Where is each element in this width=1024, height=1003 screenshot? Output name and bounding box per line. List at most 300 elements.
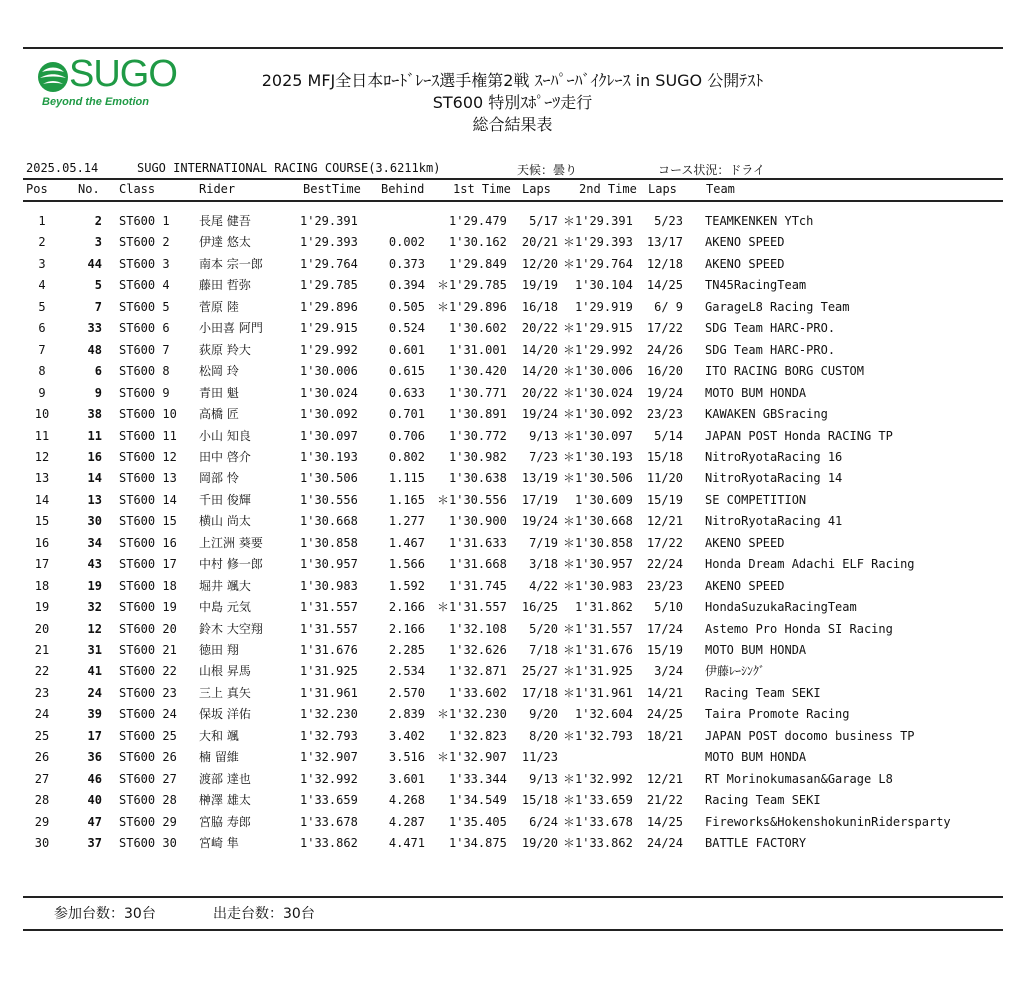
first-laps-cell: 14/20 [521, 364, 558, 379]
rider-name-cell: 青田 魁 [199, 385, 239, 400]
class-cell: ST600 20 [119, 621, 177, 636]
class-cell: ST600 25 [119, 728, 177, 743]
bike-number-cell: 38 [87, 407, 102, 422]
bike-number-cell: 17 [87, 728, 102, 743]
best-mark-1st: ＊ [437, 600, 450, 615]
rider-name-cell: 宮脇 寿郎 [199, 814, 251, 829]
second-laps-cell: 23/23 [646, 407, 683, 422]
rider-name-cell: 荻原 羚大 [199, 342, 251, 357]
first-time-cell: 1'29.896 [449, 299, 507, 314]
bike-number-cell: 30 [87, 514, 102, 529]
class-cell: ST600 11 [119, 428, 177, 443]
best-time-cell: 1'31.961 [300, 685, 358, 700]
second-time-cell: 1'29.764 [575, 256, 633, 271]
class-cell: ST600 9 [119, 385, 170, 400]
behind-cell: 2.166 [388, 600, 425, 615]
first-time-cell: 1'33.602 [449, 685, 507, 700]
position-cell: 21 [34, 643, 50, 657]
class-cell: ST600 22 [119, 664, 177, 679]
team-cell: ITO RACING BORG CUSTOM [705, 364, 864, 379]
team-cell: NitroRyotaRacing 14 [705, 471, 843, 486]
first-laps-cell: 3/18 [529, 557, 558, 572]
course-name: SUGO INTERNATIONAL RACING COURSE(3.6211km) [137, 161, 441, 175]
second-time-cell: 1'30.858 [575, 535, 633, 550]
table-row [0, 340, 1024, 361]
class-cell: ST600 18 [119, 578, 177, 593]
best-time-cell: 1'30.858 [300, 535, 358, 550]
class-cell: ST600 27 [119, 771, 177, 786]
date: 2025.05.14 [26, 161, 99, 175]
first-time-cell: 1'31.633 [449, 535, 507, 550]
first-time-cell: 1'29.849 [449, 256, 507, 271]
best-mark-2nd: ＊ [563, 214, 576, 228]
first-laps-cell: 8/20 [529, 728, 558, 743]
first-laps-cell: 19/24 [521, 514, 558, 529]
table-row [0, 790, 1024, 811]
class-cell: ST600 14 [119, 492, 177, 507]
col-header-1st-time: 1st Time [453, 182, 511, 196]
behind-cell: 4.471 [388, 836, 425, 851]
second-laps-cell: 16/20 [646, 364, 683, 379]
first-laps-cell: 19/24 [521, 407, 558, 422]
team-cell: TEAMKENKEN YTch [705, 214, 814, 228]
second-laps-cell: 23/23 [646, 578, 683, 593]
rider-name-cell: 岡部 怜 [199, 471, 239, 486]
team-cell: RT Morinokumasan&Garage L8 [705, 771, 893, 786]
best-mark-2nd: ＊ [563, 321, 576, 336]
class-cell: ST600 19 [119, 600, 177, 615]
position-cell: 6 [38, 321, 46, 336]
first-laps-cell: 6/24 [529, 814, 558, 829]
second-time-cell: 1'30.506 [575, 471, 633, 486]
first-laps-cell: 17/18 [521, 685, 558, 700]
second-time-cell: 1'32.992 [575, 771, 633, 786]
best-time-cell: 1'29.391 [300, 214, 358, 228]
title-line-2: ST600 特別ｽﾎﾟｰﾂ走行 [432, 93, 593, 112]
team-cell: AKENO SPEED [705, 235, 785, 250]
bike-number-cell: 24 [87, 685, 102, 700]
second-time-cell: 1'33.862 [575, 836, 633, 851]
team-cell: Honda Dream Adachi ELF Racing [705, 557, 915, 572]
track-condition: コース状況：ドライ [658, 163, 766, 177]
position-cell: 28 [34, 793, 50, 808]
second-laps-cell: 5/10 [654, 600, 683, 615]
class-cell: ST600 30 [119, 836, 177, 851]
best-time-cell: 1'32.992 [300, 771, 358, 786]
table-row [0, 661, 1024, 682]
table-row [0, 275, 1024, 296]
second-laps-cell: 12/21 [646, 771, 683, 786]
second-time-cell: 1'33.678 [575, 814, 633, 829]
first-time-cell: 1'30.900 [449, 514, 507, 529]
team-cell: Racing Team SEKI [705, 685, 821, 700]
second-time-cell: 1'30.092 [575, 407, 633, 422]
team-cell: AKENO SPEED [705, 578, 785, 593]
first-time-cell: 1'30.771 [449, 385, 507, 400]
position-cell: 10 [34, 407, 50, 422]
first-time-cell: 1'31.668 [449, 557, 507, 572]
bike-number-cell: 41 [87, 664, 102, 679]
second-time-cell: 1'29.992 [575, 342, 633, 357]
class-cell: ST600 12 [119, 449, 177, 464]
class-cell: ST600 4 [119, 278, 170, 293]
footer-rule-top [23, 896, 1003, 898]
team-cell: HondaSuzukaRacingTeam [705, 600, 857, 615]
bike-number-cell: 12 [87, 621, 102, 636]
class-cell: ST600 13 [119, 471, 177, 486]
position-cell: 15 [34, 514, 50, 529]
bike-number-cell: 33 [87, 321, 102, 336]
best-time-cell: 1'29.785 [300, 278, 358, 293]
rider-name-cell: 堀井 颯大 [199, 578, 251, 593]
second-time-cell: 1'31.925 [575, 664, 633, 679]
bike-number-cell: 37 [87, 836, 102, 851]
position-cell: 27 [34, 771, 50, 786]
best-mark-2nd: ＊ [563, 235, 576, 250]
second-laps-cell: 17/22 [646, 321, 683, 336]
sugo-logo [36, 53, 177, 110]
second-time-cell: 1'33.659 [575, 793, 633, 808]
weather: 天候：曇り [517, 163, 578, 177]
class-cell: ST600 6 [119, 321, 170, 336]
best-mark-2nd: ＊ [563, 407, 576, 422]
bike-number-cell: 40 [87, 793, 102, 808]
first-time-cell: 1'30.982 [449, 449, 507, 464]
first-laps-cell: 7/19 [529, 535, 558, 550]
first-laps-cell: 14/20 [521, 342, 558, 357]
behind-cell: 3.601 [388, 771, 425, 786]
team-cell: Astemo Pro Honda SI Racing [705, 621, 893, 636]
position-cell: 16 [34, 535, 50, 550]
rider-name-cell: 伊達 悠太 [199, 235, 251, 250]
bike-number-cell: 32 [87, 600, 102, 615]
second-time-cell: 1'31.557 [575, 621, 633, 636]
best-mark-2nd: ＊ [563, 814, 576, 829]
second-laps-cell: 17/24 [646, 621, 683, 636]
first-laps-cell: 5/17 [529, 214, 558, 228]
behind-cell: 2.534 [388, 664, 425, 679]
best-time-cell: 1'29.992 [300, 342, 358, 357]
first-time-cell: 1'34.875 [449, 836, 507, 851]
best-time-cell: 1'32.907 [300, 750, 358, 765]
second-time-cell: 1'30.104 [575, 278, 633, 293]
team-cell: NitroRyotaRacing 16 [705, 449, 843, 464]
position-cell: 8 [38, 364, 46, 379]
first-laps-cell: 16/18 [521, 299, 558, 314]
bike-number-cell: 19 [87, 578, 102, 593]
behind-cell: 1.277 [388, 514, 425, 529]
first-time-cell: 1'31.001 [449, 342, 507, 357]
team-cell: Taira Promote Racing [705, 707, 850, 722]
first-laps-cell: 25/27 [521, 664, 558, 679]
best-time-cell: 1'30.193 [300, 449, 358, 464]
rider-name-cell: 三上 真矢 [199, 685, 251, 700]
class-cell: ST600 28 [119, 793, 177, 808]
first-time-cell: 1'32.230 [449, 707, 507, 722]
best-mark-2nd: ＊ [563, 514, 576, 529]
rider-name-cell: 上江洲 葵要 [199, 535, 263, 550]
second-laps-cell: 13/17 [646, 235, 683, 250]
col-header-1st-laps: Laps [522, 182, 551, 196]
second-laps-cell: 5/14 [654, 428, 683, 443]
first-time-cell: 1'30.162 [449, 235, 507, 250]
table-row [0, 426, 1024, 447]
behind-cell: 0.633 [388, 385, 425, 400]
best-time-cell: 1'30.506 [300, 471, 358, 486]
best-time-cell: 1'33.678 [300, 814, 358, 829]
behind-cell: 2.839 [388, 707, 425, 722]
rider-name-cell: 長尾 健吾 [199, 214, 251, 228]
second-laps-cell: 24/26 [646, 342, 683, 357]
logo-tagline: Beyond the Emotion [42, 96, 149, 108]
class-cell: ST600 5 [119, 299, 170, 314]
second-laps-cell: 15/19 [646, 643, 683, 657]
first-laps-cell: 5/20 [529, 621, 558, 636]
best-time-cell: 1'33.862 [300, 836, 358, 851]
rider-name-cell: 小田喜 阿門 [199, 321, 263, 336]
behind-cell: 4.287 [388, 814, 425, 829]
first-time-cell: 1'32.626 [449, 643, 507, 657]
first-laps-cell: 7/18 [529, 643, 558, 657]
second-laps-cell: 24/24 [646, 836, 683, 851]
col-header-class: Class [119, 182, 156, 196]
table-row [0, 447, 1024, 468]
second-laps-cell: 17/22 [646, 535, 683, 550]
team-cell: SE COMPETITION [705, 492, 807, 507]
second-laps-cell: 19/24 [646, 385, 683, 400]
col-header-no: No. [78, 182, 100, 196]
best-time-cell: 1'29.393 [300, 235, 358, 250]
second-time-cell: 1'29.391 [575, 214, 633, 228]
team-cell: MOTO BUM HONDA [705, 750, 807, 765]
col-header-pos: Pos [26, 182, 48, 196]
first-time-cell: 1'35.405 [449, 814, 507, 829]
first-time-cell: 1'31.745 [449, 578, 507, 593]
best-time-cell: 1'29.915 [300, 321, 358, 336]
best-time-cell: 1'29.896 [300, 299, 358, 314]
team-cell: GarageL8 Racing Team [705, 299, 850, 314]
second-laps-cell: 22/24 [646, 557, 683, 572]
class-cell: ST600 10 [119, 407, 177, 422]
best-time-cell: 1'31.557 [300, 600, 358, 615]
behind-cell: 0.524 [388, 321, 425, 336]
second-laps-cell: 18/21 [646, 728, 683, 743]
best-mark-2nd: ＊ [563, 428, 576, 443]
col-header-2nd-time: 2nd Time [579, 182, 637, 196]
rider-name-cell: 保坂 洋佑 [199, 707, 251, 722]
behind-cell: 2.166 [388, 621, 425, 636]
bike-number-cell: 7 [94, 299, 102, 314]
table-row [0, 704, 1024, 725]
position-cell: 7 [38, 342, 46, 357]
team-cell: JAPAN POST docomo business TP [705, 728, 915, 743]
first-time-cell: 1'32.108 [449, 621, 507, 636]
col-header-rider: Rider [199, 182, 236, 196]
position-cell: 23 [34, 685, 50, 700]
table-row [0, 361, 1024, 382]
first-time-cell: 1'29.785 [449, 278, 507, 293]
first-laps-cell: 15/18 [521, 793, 558, 808]
first-laps-cell: 13/19 [521, 471, 558, 486]
second-time-cell: 1'30.668 [575, 514, 633, 529]
bike-number-cell: 9 [94, 385, 102, 400]
team-cell: AKENO SPEED [705, 256, 785, 271]
second-time-cell: 1'29.915 [575, 321, 633, 336]
table-row [0, 640, 1024, 661]
best-time-cell: 1'32.230 [300, 707, 358, 722]
rider-name-cell: 徳田 翔 [199, 643, 239, 657]
first-laps-cell: 19/20 [521, 836, 558, 851]
behind-cell: 0.394 [388, 278, 425, 293]
second-laps-cell: 3/24 [654, 664, 683, 679]
table-row [0, 554, 1024, 575]
class-cell: ST600 2 [119, 235, 170, 250]
first-laps-cell: 19/19 [521, 278, 558, 293]
position-cell: 18 [34, 578, 50, 593]
header-rule-bottom [23, 200, 1003, 202]
second-laps-cell: 14/21 [646, 685, 683, 700]
best-mark-2nd: ＊ [563, 557, 576, 572]
table-row [0, 211, 1024, 232]
best-time-cell: 1'29.764 [300, 256, 358, 271]
second-time-cell: 1'30.609 [575, 492, 633, 507]
bike-number-cell: 31 [87, 643, 102, 657]
first-time-cell: 1'33.344 [449, 771, 507, 786]
best-mark-2nd: ＊ [563, 836, 576, 851]
best-mark-2nd: ＊ [563, 256, 576, 271]
first-time-cell: 1'30.602 [449, 321, 507, 336]
starters-count: 出走台数：30台 [213, 906, 315, 922]
team-cell: NitroRyotaRacing 41 [705, 514, 843, 529]
bike-number-cell: 3 [94, 235, 102, 250]
best-mark-1st: ＊ [437, 492, 450, 507]
best-time-cell: 1'30.092 [300, 407, 358, 422]
class-cell: ST600 7 [119, 342, 170, 357]
position-cell: 30 [34, 836, 50, 851]
best-mark-2nd: ＊ [563, 578, 576, 593]
second-laps-cell: 15/18 [646, 449, 683, 464]
rider-name-cell: 高橋 匠 [199, 407, 239, 422]
team-cell: Racing Team SEKI [705, 793, 821, 808]
team-cell: MOTO BUM HONDA [705, 385, 807, 400]
team-cell: KAWAKEN GBSracing [705, 407, 828, 422]
class-cell: ST600 17 [119, 557, 177, 572]
position-cell: 5 [38, 299, 46, 314]
table-row [0, 404, 1024, 425]
first-laps-cell: 9/13 [529, 771, 558, 786]
second-laps-cell: 12/21 [646, 514, 683, 529]
best-mark-2nd: ＊ [563, 793, 576, 808]
table-row [0, 619, 1024, 640]
first-time-cell: 1'29.479 [449, 214, 507, 228]
position-cell: 2 [38, 235, 46, 250]
table-row [0, 812, 1024, 833]
first-laps-cell: 9/13 [529, 428, 558, 443]
behind-cell: 0.615 [388, 364, 425, 379]
second-time-cell: 1'32.793 [575, 728, 633, 743]
col-header-best: BestTime [303, 182, 361, 196]
second-time-cell: 1'31.961 [575, 685, 633, 700]
table-row [0, 576, 1024, 597]
rider-name-cell: 山根 昇馬 [199, 664, 251, 679]
table-row [0, 297, 1024, 318]
behind-cell: 0.706 [388, 428, 425, 443]
title-line-1: 2025 MFJ全日本ﾛｰﾄﾞﾚｰｽ選手権第2戦 ｽｰﾊﾟｰﾊﾞｲｸﾚｰｽ in SUGO 公開ﾃｽﾄ [261, 71, 764, 90]
rider-name-cell: 大和 颯 [199, 728, 239, 743]
table-row [0, 747, 1024, 768]
second-laps-cell: 14/25 [646, 814, 683, 829]
best-mark-2nd: ＊ [563, 664, 576, 679]
best-time-cell: 1'31.925 [300, 664, 358, 679]
bike-number-cell: 43 [87, 557, 102, 572]
first-laps-cell: 7/23 [529, 449, 558, 464]
best-time-cell: 1'33.659 [300, 793, 358, 808]
best-time-cell: 1'30.006 [300, 364, 358, 379]
first-time-cell: 1'34.549 [449, 793, 507, 808]
second-laps-cell: 24/25 [646, 707, 683, 722]
behind-cell: 2.570 [388, 685, 425, 700]
position-cell: 19 [34, 600, 50, 615]
second-laps-cell: 14/25 [646, 278, 683, 293]
position-cell: 1 [38, 214, 46, 228]
rider-name-cell: 南本 宗一郎 [199, 256, 263, 271]
rider-name-cell: 横山 尚太 [199, 514, 251, 529]
behind-cell: 0.002 [388, 235, 425, 250]
first-laps-cell: 20/21 [521, 235, 558, 250]
class-cell: ST600 3 [119, 256, 170, 271]
behind-cell: 1.467 [388, 535, 425, 550]
rider-name-cell: 榊澤 雄太 [199, 793, 251, 808]
best-mark-1st: ＊ [437, 707, 450, 722]
rider-name-cell: 藤田 哲弥 [199, 278, 251, 293]
behind-cell: 0.701 [388, 407, 425, 422]
first-time-cell: 1'32.823 [449, 728, 507, 743]
col-header-team: Team [706, 182, 735, 196]
table-row [0, 511, 1024, 532]
behind-cell: 1.566 [388, 557, 425, 572]
behind-cell: 1.165 [388, 492, 425, 507]
best-mark-2nd: ＊ [563, 342, 576, 357]
class-cell: ST600 15 [119, 514, 177, 529]
rider-name-cell: 中島 元気 [199, 600, 251, 615]
bike-number-cell: 6 [94, 364, 102, 379]
position-cell: 13 [34, 471, 50, 486]
rider-name-cell: 菅原 陸 [199, 299, 239, 314]
second-time-cell: 1'29.393 [575, 235, 633, 250]
best-mark-2nd: ＊ [563, 728, 576, 743]
team-cell: BATTLE FACTORY [705, 836, 807, 851]
second-time-cell: 1'30.024 [575, 385, 633, 400]
team-cell: JAPAN POST Honda RACING TP [705, 428, 893, 443]
rider-name-cell: 千田 俊輝 [199, 492, 251, 507]
bike-number-cell: 5 [94, 278, 102, 293]
behind-cell: 0.601 [388, 342, 425, 357]
rider-name-cell: 中村 修一郎 [199, 557, 263, 572]
best-mark-2nd: ＊ [563, 771, 576, 786]
rider-name-cell: 小山 知良 [199, 428, 251, 443]
bike-number-cell: 44 [87, 256, 102, 271]
bike-number-cell: 34 [87, 535, 102, 550]
table-row [0, 833, 1024, 854]
table-row [0, 232, 1024, 253]
first-time-cell: 1'30.556 [449, 492, 507, 507]
position-cell: 14 [34, 492, 50, 507]
second-laps-cell: 21/22 [646, 793, 683, 808]
team-cell: MOTO BUM HONDA [705, 643, 807, 657]
behind-cell: 4.268 [388, 793, 425, 808]
best-mark-2nd: ＊ [563, 364, 576, 379]
first-laps-cell: 11/23 [521, 750, 558, 765]
